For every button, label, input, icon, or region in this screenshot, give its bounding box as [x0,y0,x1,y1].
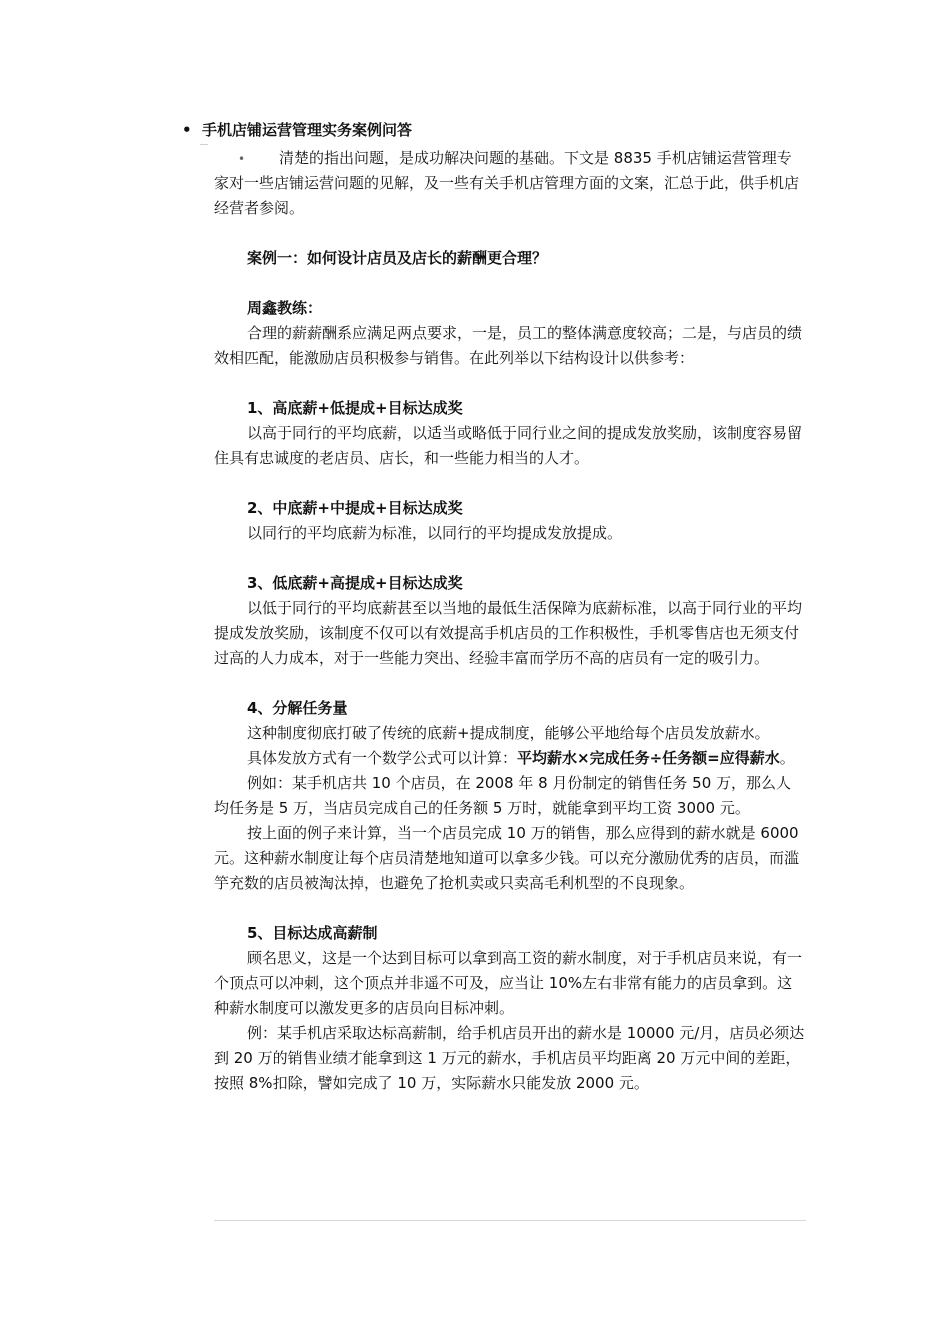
spacer [214,271,806,296]
intro-text: 清楚的指出问题，是成功解决问题的基础。下文是 8835 手机店铺运营管理专家对一些店铺运营问题的见解，及一些有关手机店管理方面的文案，汇总于此，供手机店经营者参阅。 [214,149,800,217]
section-2-text: 以同行的平均底薪为标准，以同行的平均提成发放提成。 [247,524,623,542]
section-3-heading: 3、低底薪+高提成+目标达成奖 [247,574,463,592]
formula: 平均薪水×完成任务÷任务额=应得薪水 [517,749,780,767]
section-1-heading: 1、高底薪+低提成+目标达成奖 [247,399,463,417]
spacer [214,896,806,921]
section-4-formula-paragraph [214,746,806,771]
section-4-text-1: 这种制度彻底打破了传统的底薪+提成制度，能够公平地给每个店员发放薪水。 [247,724,770,742]
spacer [214,221,806,246]
divider [200,144,208,145]
article-title-row [182,116,822,144]
spacer [214,546,806,571]
section-4-text-2: 按上面的例子来计算，当一个店员完成 10 万的销售，那么应得到的薪水就是 6000 元。这种薪水制度让每个店员清楚地知道可以拿多少钱。可以充分激励优秀的店员，而滥竽充数的店员被淘汰掉，也避免了抢机卖或只卖高毛利机型的不良现象。 [214,824,800,892]
section-3-text: 以低于同行的平均底薪甚至以当地的最低生活保障为底薪标准，以高于同行业的平均提成发放奖励，该制度不仅可以有效提高手机店员的工作积极性，手机零售店也无须支付过高的人力成本，对于一些能力突出、经验丰富而学历不高的店员有一定的吸引力。 [214,599,803,667]
spacer [214,471,806,496]
formula-intro: 具体发放方式有一个数学公式可以计算： [247,749,518,767]
coach-label: 周鑫教练： [247,299,323,317]
spacer [214,371,806,396]
case1-heading: 案例一：如何设计店员及店长的薪酬更合理？ [247,249,548,267]
article-title[interactable]: 手机店铺运营管理实务案例问答 [202,121,413,139]
intro-paragraph [214,146,806,221]
spacer [214,671,806,696]
bullet-icon: • [182,121,192,139]
section-1-text: 以高于同行的平均底薪，以适当或略低于同行业之间的提成发放奖励，该制度容易留住具有忠诚度的老店员、店长，和一些能力相当的人才。 [214,424,803,467]
formula-end: 。 [779,749,795,767]
section-5-example: 例：某手机店采取达标高薪制，给手机店员开出的薪水是 10000 元/月，店员必须达到 20 万的销售业绩才能拿到这 1 万元的薪水，手机店员平均距离 20 万元中间的差距，按照 8%扣除，譬如完成了 10 万，实际薪水只能发放 2000 元。 [214,1024,805,1092]
section-2-heading: 2、中底薪+中提成+目标达成奖 [247,499,463,517]
bullet-icon: • [238,152,246,166]
section-4-example: 例如：某手机店共 10 个店员，在 2008 年 8 月份制定的销售任务 50 万，那么人均任务是 5 万，当店员完成自己的任务额 5 万时，就能拿到平均工资 3000 元。 [214,774,792,817]
section-4-heading: 4、分解任务量 [247,699,348,717]
section-5-text-1: 顾名思义，这是一个达到目标可以拿到高工资的薪水制度，对于手机店员来说，有一个顶点可以冲刺，这个顶点并非遥不可及，应当让 10%左右非常有能力的店员拿到。这种薪水制度可以激发更多的店员向目标冲刺。 [214,949,803,1017]
section-5-heading: 5、目标达成高薪制 [247,924,378,942]
divider [214,1220,806,1221]
coach-intro: 合理的薪薪酬系应满足两点要求，一是，员工的整体满意度较高；二是，与店员的绩效相匹配，能激励店员积极参与销售。在此列举以下结构设计以供参考： [214,324,803,367]
article-body [214,146,806,1096]
